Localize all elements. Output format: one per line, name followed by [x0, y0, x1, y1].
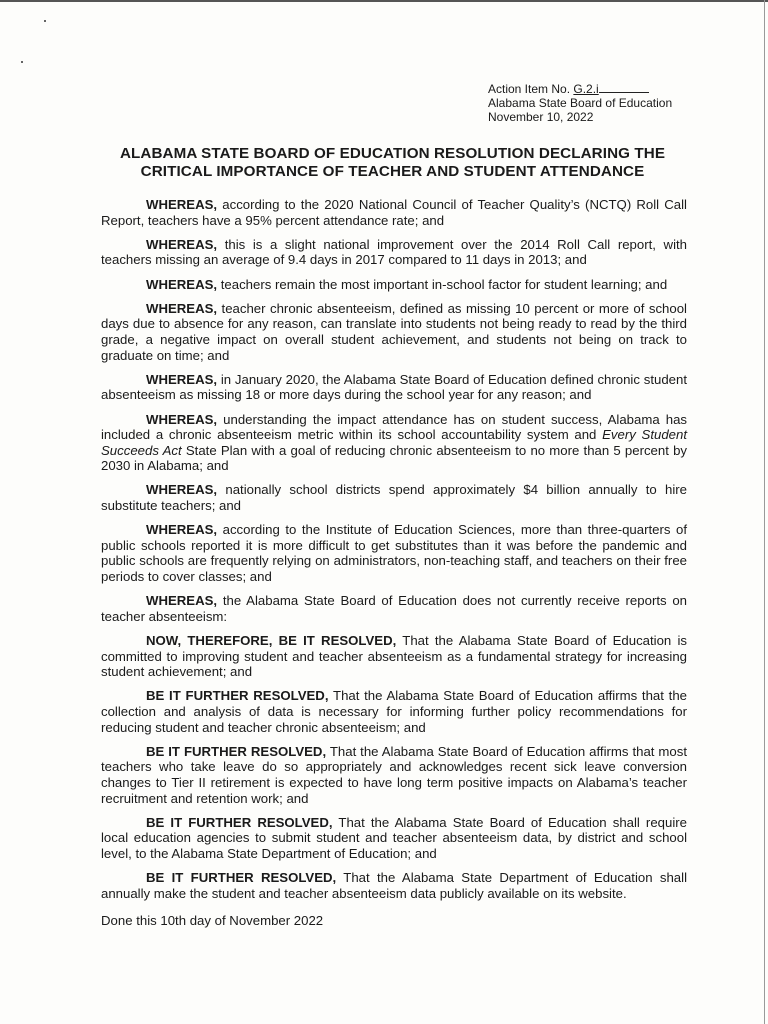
- title-line-2: CRITICAL IMPORTANCE OF TEACHER AND STUDENT ATTENDANCE: [140, 163, 645, 180]
- paragraph: [101, 522, 687, 584]
- paragraph-lead: BE IT FURTHER RESOLVED,: [146, 743, 327, 759]
- action-item-label: Action Item No.: [488, 82, 571, 96]
- paragraph-lead: WHEREAS,: [146, 482, 218, 498]
- paragraph: [101, 744, 687, 806]
- paragraph-lead: NOW, THEREFORE, BE IT RESOLVED,: [146, 633, 397, 648]
- paragraph-text: according to the Institute of Education Sciences, more than three-quarters of public schools reported it is more difficult to get substitutes than it was before the pandemic and public schools are frequently relying on administrators, non-teaching staff, and teachers on their free periods to cover classes; and: [101, 522, 688, 585]
- paragraph-lead: WHEREAS,: [146, 411, 218, 427]
- paragraph-text: State Plan with a goal of reducing chronic absenteeism to no more than 5 percent by 2030 in Alabama; and: [101, 442, 687, 474]
- paragraph-text: That the Alabama State Department of Education shall annually make the student and teacher absenteeism data publicly available on its website.: [101, 870, 687, 901]
- act-name: Every Student Succeeds Act: [101, 427, 688, 458]
- scan-right-edge: [764, 0, 765, 1024]
- title-line-1: ALABAMA STATE BOARD OF EDUCATION RESOLUTION DECLARING THE: [119, 145, 666, 162]
- paragraph-text: the Alabama State Board of Education does not currently receive reports on teacher absenteeism:: [101, 593, 687, 624]
- paragraph-text: That the Alabama State Board of Education affirms that most teachers who take leave do so appropriately and acknowledges recent sick leave conversion changes to Tier II retirement is expected to have long term positive impacts on Alabama’s teacher recruitment and retention work; and: [101, 743, 687, 806]
- paragraph: [101, 412, 687, 474]
- action-item-block: [488, 82, 672, 124]
- paragraph-lead: WHEREAS,: [146, 276, 218, 292]
- resolution-body: [101, 197, 687, 929]
- paragraph: [101, 633, 687, 680]
- paragraph: [101, 688, 687, 735]
- paragraph: [101, 301, 687, 363]
- paragraph-text: understanding the impact attendance has on student success, Alabama has included a chronic absenteeism metric within its school accountability system and: [101, 411, 687, 443]
- paragraph-text: in January 2020, the Alabama State Board of Education defined chronic student absenteeism as missing 18 or more days during the school year for any reason; and: [101, 371, 687, 403]
- paragraph-text: That the Alabama State Board of Education affirms that the collection and analysis of data is necessary for informing further policy recommendations for reducing student and teacher chronic absenteeism; and: [101, 688, 688, 735]
- paragraph: [101, 870, 687, 901]
- paragraph-lead: WHEREAS,: [146, 300, 218, 316]
- paragraph-lead: WHEREAS,: [146, 371, 218, 387]
- action-item-underline: [599, 82, 649, 93]
- resolution-title: [100, 145, 685, 181]
- closing-line: Done this 10th day of November 2022: [101, 913, 324, 929]
- paragraph-lead: WHEREAS,: [146, 522, 218, 538]
- paragraph: [101, 277, 687, 293]
- scan-top-edge: [0, 0, 768, 2]
- paragraph-lead: BE IT FURTHER RESOLVED,: [146, 814, 333, 830]
- paragraph: [101, 372, 687, 403]
- paragraph-lead: BE IT FURTHER RESOLVED,: [146, 870, 337, 886]
- paragraph-text: teachers remain the most important in-school factor for student learning; and: [220, 276, 668, 292]
- scan-speck: [44, 20, 46, 22]
- paragraph: [101, 593, 687, 624]
- paragraph-text: this is a slight national improvement over the 2014 Roll Call report, with teachers missing an average of 9.4 days in 2017 compared to 11 days in 2013; and: [101, 236, 687, 268]
- organization-name: Alabama State Board of Education: [488, 96, 673, 110]
- paragraph-text: That the Alabama State Board of Education shall require local education agencies to submit student and teacher absenteeism data, by district and school level, to the Alabama State Department of Education; and: [101, 814, 687, 861]
- paragraph-lead: WHEREAS,: [146, 593, 218, 609]
- paragraph-lead: BE IT FURTHER RESOLVED,: [146, 688, 329, 704]
- scan-speck: [21, 61, 23, 63]
- paragraph-text: nationally school districts spend approximately $4 billion annually to hire substitute teachers; and: [101, 482, 687, 514]
- action-item-line: [488, 82, 672, 96]
- paragraph: [101, 815, 687, 862]
- paragraph: [101, 482, 687, 513]
- paragraph-text: teacher chronic absenteeism, defined as missing 10 percent or more of school days due to absence for any reason, can translate into students not being ready to read by the third grade, a negative impact on overall student achievement, and students not being on track to graduate on time; and: [101, 300, 687, 363]
- paragraph: [101, 197, 687, 228]
- action-item-number: G.2.i: [573, 82, 599, 96]
- paragraph-text: according to the 2020 National Council of Teacher Quality’s (NCTQ) Roll Call Report, teachers have a 95% percent attendance rate; and: [101, 197, 687, 228]
- paragraph: [101, 237, 687, 268]
- paragraph-lead: WHEREAS,: [146, 197, 218, 212]
- paragraph-text: That the Alabama State Board of Education is committed to improving student and teacher absenteeism as a fundamental strategy for increasing student achievement; and: [101, 633, 687, 680]
- document-date: November 10, 2022: [488, 110, 594, 124]
- paragraph-lead: WHEREAS,: [146, 236, 218, 252]
